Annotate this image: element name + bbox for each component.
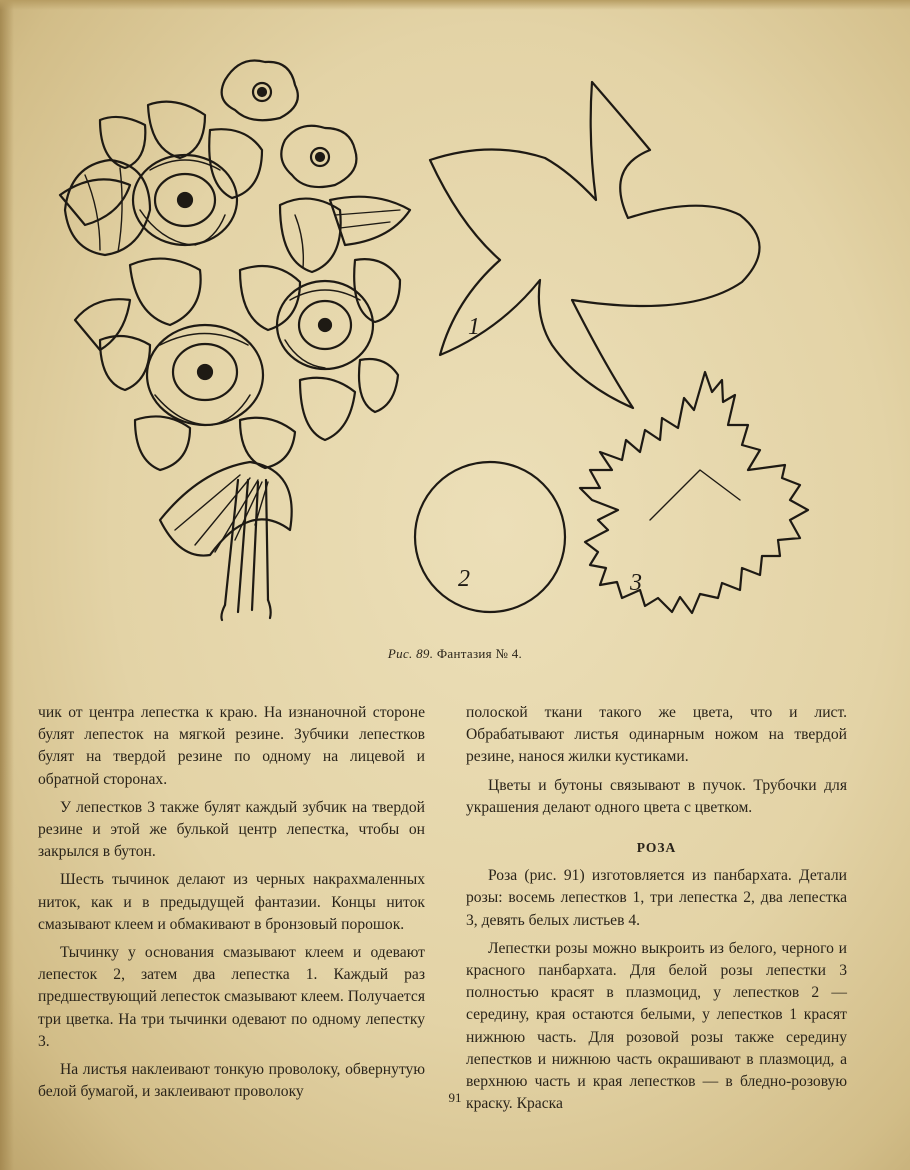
label-2: 2 <box>458 566 470 592</box>
pattern-leaf-3 <box>580 372 808 613</box>
paragraph: Лепестки розы можно выкроить из белого, черного и красного панбархата. Для белой розы лепестки 3 полностью красят в плазмоцид, у лепестков 2 — середину, края остаются белыми, у лепестков 1 красят нижнюю часть. Для розовой розы также середину лепестков и нижнюю часть окрашивают в плазмоцид, а верхнюю часть и края лепестков — в бледно-розовую краску. Краска <box>466 939 847 1113</box>
paragraph: чик от центра лепестка к краю. На изнаночной стороне булят лепесток на мягкой резине. Зубчики лепестков булят на твердой резине по одному на лицевой и обратной сторонах. <box>38 704 425 788</box>
figure-caption <box>0 646 910 662</box>
paragraph: Тычинку у основания смазывают клеем и одевают лепесток 2, затем два лепестка 1. Каждый раз предшествующий лепесток смазывают клеем. Получается три цветка. На три тычинки одевают по одному лепестку 3. <box>38 944 425 1050</box>
page-number: 91 <box>448 1090 462 1105</box>
caption-label: Рис. 89. <box>387 646 434 661</box>
caption-text: Фантазия № 4. <box>436 646 523 661</box>
paragraph: У лепестков 3 также булят каждый зубчик на твердой резине и этой же булькой центр лепестка, чтобы он закрылся в бутон. <box>38 798 425 861</box>
paragraph: Шесть тычинок делают из черных накрахмаленных ниток, как и в предыдущей фантазии. Концы ниток смазывают клеем и обмакивают в бронзовый порошок. <box>38 871 425 933</box>
paragraph: На листья наклеивают тонкую проволоку, обвернутую белой бумагой, и заклеивают проволоку <box>38 1061 425 1101</box>
paragraph: Цветы и бутоны связывают в пучок. Трубочки для украшения делают одного цвета с цветком. <box>466 776 847 816</box>
pattern-petal-1 <box>430 82 760 408</box>
bouquet-drawing <box>60 60 410 620</box>
paragraph: Роза (рис. 91) изготовляется из панбархата. Детали розы: восемь лепестков 1, три лепестка 2, два лепестка 3, девять белых листьев 4. <box>466 867 847 929</box>
section-heading: РОЗА <box>636 840 677 856</box>
left-column <box>38 702 425 1109</box>
paragraph: полоской ткани такого же цвета, что и лист. Обрабатывают листья одинарным ножом на твердой резине, нанося жилки кустиками. <box>466 704 847 766</box>
right-column <box>466 702 847 1121</box>
label-1: 1 <box>468 314 480 340</box>
label-3: 3 <box>630 570 642 596</box>
pattern-circle-2 <box>415 462 565 612</box>
